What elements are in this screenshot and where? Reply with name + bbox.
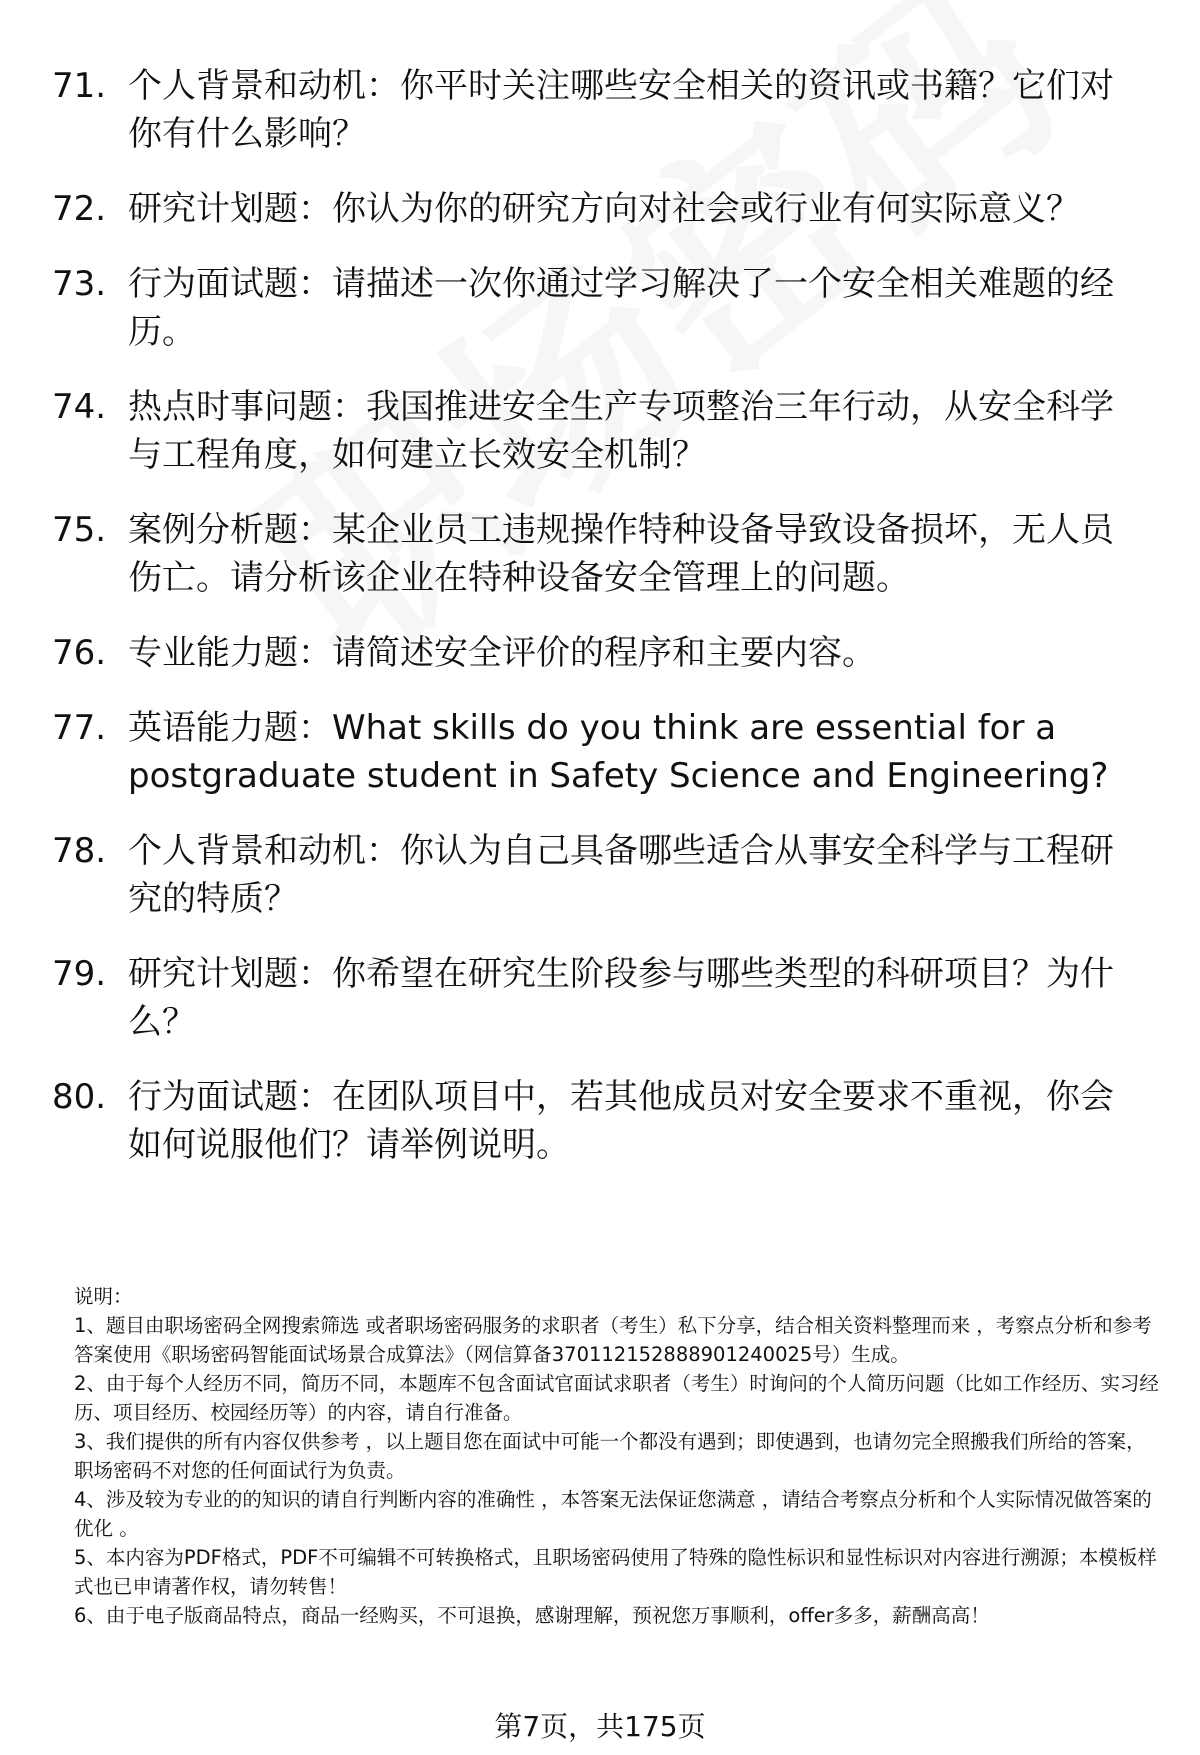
question-text: 个人背景和动机：你平时关注哪些安全相关的资讯或书籍？它们对你有什么影响？ xyxy=(128,66,1114,154)
question-text: 研究计划题：你希望在研究生阶段参与哪些类型的科研项目？为什么？ xyxy=(128,954,1114,1042)
question-text: 行为面试题：在团队项目中，若其他成员对安全要求不重视，你会如何说服他们？请举例说明。 xyxy=(128,1077,1114,1165)
question-item xyxy=(52,827,1152,923)
question-item xyxy=(52,1073,1152,1169)
question-item xyxy=(52,506,1152,602)
question-item xyxy=(52,260,1152,356)
question-item xyxy=(52,185,1152,233)
question-text: 英语能力题：What skills do you think are essential for a postgraduate student in Safety Science and Engineering? xyxy=(128,708,1109,796)
note-item: 1、题目由职场密码全网搜索筛选 或者职场密码服务的求职者（考生）私下分享，结合相关资料整理而来 ，考察点分析和参考答案使用《职场密码智能面试场景合成算法》（网信算备370112152888901240025号）生成。 xyxy=(74,1314,1152,1366)
question-number: 79. xyxy=(52,954,107,994)
note-item: 2、由于每个人经历不同，简历不同，本题库不包含面试官面试求职者（考生）时询问的个人简历问题（比如工作经历、实习经历、项目经历、校园经历等）的内容，请自行准备。 xyxy=(74,1372,1159,1424)
question-number: 76. xyxy=(52,633,107,673)
question-item xyxy=(52,629,1152,677)
question-number: 72. xyxy=(52,189,107,229)
question-item xyxy=(52,62,1152,158)
question-text: 热点时事问题：我国推进安全生产专项整治三年行动，从安全科学与工程角度，如何建立长效安全机制？ xyxy=(128,387,1114,475)
question-text: 案例分析题：某企业员工违规操作特种设备导致设备损坏，无人员伤亡。请分析该企业在特种设备安全管理上的问题。 xyxy=(128,510,1114,598)
note-item: 3、我们提供的所有内容仅供参考 ，以上题目您在面试中可能一个都没有遇到；即使遇到，也请勿完全照搬我们所给的答案，职场密码不对您的任何面试行为负责。 xyxy=(74,1430,1146,1482)
question-number: 75. xyxy=(52,510,107,550)
question-item xyxy=(52,383,1152,479)
question-number: 71. xyxy=(52,66,107,106)
question-number: 74. xyxy=(52,387,107,427)
question-number: 73. xyxy=(52,264,107,304)
notes-section xyxy=(74,1282,1159,1630)
question-text: 个人背景和动机：你认为自己具备哪些适合从事安全科学与工程研究的特质？ xyxy=(128,831,1114,919)
question-list xyxy=(52,62,1152,1196)
question-text: 研究计划题：你认为你的研究方向对社会或行业有何实际意义？ xyxy=(128,189,1080,229)
question-text: 专业能力题：请简述安全评价的程序和主要内容。 xyxy=(128,633,876,673)
question-number: 80. xyxy=(52,1077,107,1117)
page-number: 第7页，共175页 xyxy=(494,1710,706,1743)
note-item: 6、由于电子版商品特点，商品一经购买，不可退换，感谢理解，预祝您万事顺利，offer多多，薪酬高高！ xyxy=(74,1604,990,1627)
note-item: 5、本内容为PDF格式，PDF不可编辑不可转换格式，且职场密码使用了特殊的隐性标识和显性标识对内容进行溯源；本模板样式也已申请著作权，请勿转售！ xyxy=(74,1546,1157,1598)
question-item xyxy=(52,704,1152,800)
question-item xyxy=(52,950,1152,1046)
question-number: 77. xyxy=(52,708,107,748)
note-item: 4、涉及较为专业的的知识的请自行判断内容的准确性 ，本答案无法保证您满意 ，请结合考察点分析和个人实际情况做答案的优化 。 xyxy=(74,1488,1152,1540)
question-text: 行为面试题：请描述一次你通过学习解决了一个安全相关难题的经历。 xyxy=(128,264,1114,352)
question-number: 78. xyxy=(52,831,107,871)
notes-title: 说明： xyxy=(74,1285,133,1308)
